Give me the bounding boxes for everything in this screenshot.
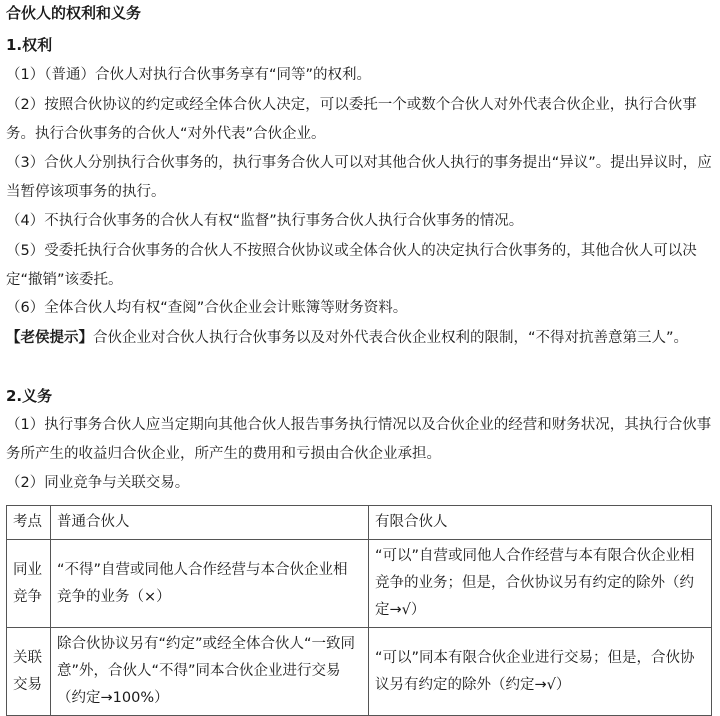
page-title: 合伙人的权利和义务	[6, 4, 142, 22]
table-header-general-partner: 普通合伙人	[51, 506, 369, 540]
table-header-limited-partner: 有限合伙人	[369, 506, 712, 540]
rights-item-2: （2）按照合伙协议的约定或经全体合伙人决定，可以委托一个或数个合伙人对外代表合伙企业，执行合伙事务。执行合伙事务的合伙人“对外代表”合伙企业。	[6, 97, 697, 142]
table-header-topic: 考点	[7, 506, 51, 540]
table-cell-limited: “可以”同本有限合伙企业进行交易；但是，合伙协议另有约定的除外（约定→√）	[369, 628, 712, 716]
table-cell-topic: 关联交易	[7, 628, 51, 716]
rights-item-1: （1）（普通）合伙人对执行合伙事务享有“同等”的权利。	[6, 67, 371, 83]
tip-text: 合伙企业对合伙人执行合伙事务以及对外代表合伙企业权利的限制，“不得对抗善意第三人”。	[93, 330, 689, 346]
table-cell-topic: 同业竞争	[7, 540, 51, 628]
rights-item-3: （3）合伙人分别执行合伙事务的，执行事务合伙人可以对其他合伙人执行的事务提出“异议”。提出异议时，应当暂停该项事务的执行。	[6, 155, 712, 200]
table-cell-limited: “可以”自营或同他人合作经营与本有限合伙企业相竞争的业务；但是，合伙协议另有约定的除外（约定→√）	[369, 540, 712, 628]
duties-heading: 2.义务	[6, 387, 53, 405]
table-header-row	[7, 506, 712, 540]
rights-item-4: （4）不执行合伙事务的合伙人有权“监督”执行事务合伙人执行合伙事务的情况。	[6, 213, 524, 229]
teacher-tip	[6, 324, 714, 353]
tip-label: 【老侯提示】	[6, 330, 93, 346]
duties-item-1: （1）执行事务合伙人应当定期向其他合伙人报告事务执行情况以及合伙企业的经营和财务状况，其执行合伙事务所产生的收益归合伙企业，所产生的费用和亏损由合伙企业承担。	[6, 417, 712, 462]
rights-item-6: （6）全体合伙人均有权“查阅”合伙企业会计账簿等财务资料。	[6, 300, 408, 316]
rights-heading: 1.权利	[6, 36, 53, 54]
table-row	[7, 540, 712, 628]
rights-item-5: （5）受委托执行合伙事务的合伙人不按照合伙协议或全体合伙人的决定执行合伙事务的，其他合伙人可以决定“撤销”该委托。	[6, 243, 697, 288]
table-cell-general: 除合伙协议另有“约定”或经全体合伙人“一致同意”外，合伙人“不得”同本合伙企业进行交易（约定→100%）	[51, 628, 369, 716]
table-row	[7, 628, 712, 716]
duties-item-2: （2）同业竞争与关联交易。	[6, 475, 190, 491]
table-cell-general: “不得”自营或同他人合作经营与本合伙企业相竞争的业务（×）	[51, 540, 369, 628]
comparison-table	[6, 505, 712, 716]
